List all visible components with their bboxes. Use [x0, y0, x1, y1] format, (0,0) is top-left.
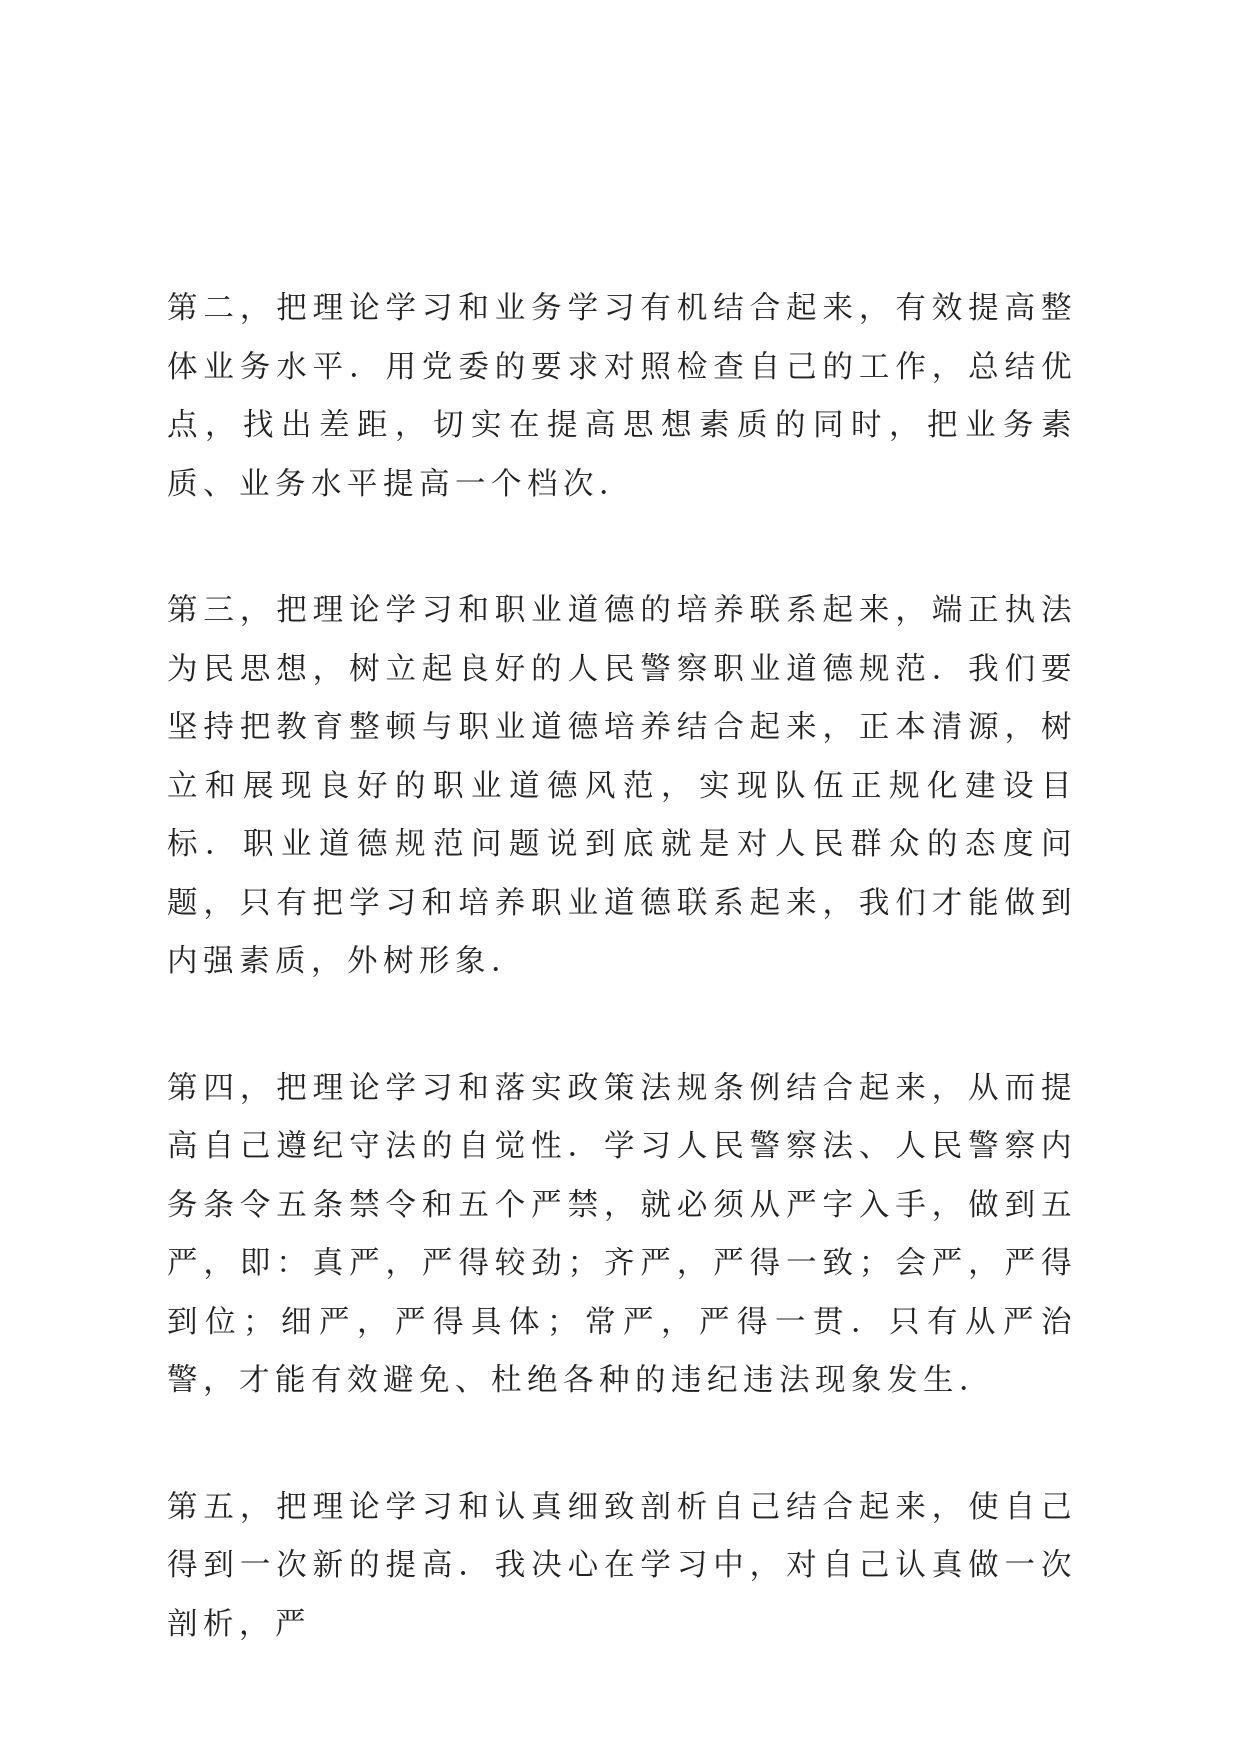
paragraph-second-point: 第二，把理论学习和业务学习有机结合起来，有效提高整体业务水平．用党委的要求对照检查自己的工作，总结优点，找出差距，切实在提高思想素质的同时，把业务素质、业务水平提高一个档次．	[167, 291, 1077, 502]
document-body	[167, 280, 1077, 1722]
paragraph-third-point: 第三，把理论学习和职业道德的培养联系起来，端正执法为民思想，树立起良好的人民警察职业道德规范．我们要坚持把教育整顿与职业道德培养结合起来，正本清源，树立和展现良好的职业道德风范，实现队伍正规化建设目标．职业道德规范问题说到底就是对人民群众的态度问题，只有把学习和培养职业道德联系起来，我们才能做到内强素质，外树形象．	[167, 593, 1077, 979]
paragraph-fifth-point: 第五，把理论学习和认真细致剖析自己结合起来，使自己得到一次新的提高．我决心在学习中，对自己认真做一次剖析，严	[167, 1489, 1077, 1642]
paragraph-fourth-point: 第四，把理论学习和落实政策法规条例结合起来，从而提高自己遵纪守法的自觉性．学习人民警察法、人民警察内务条令五条禁令和五个严禁，就必须从严字入手，做到五严，即：真严，严得较劲；齐严，严得一致；会严，严得到位；细严，严得具体；常严，严得一贯．只有从严治警，才能有效避免、杜绝各种的违纪违法现象发生．	[167, 1070, 1077, 1398]
